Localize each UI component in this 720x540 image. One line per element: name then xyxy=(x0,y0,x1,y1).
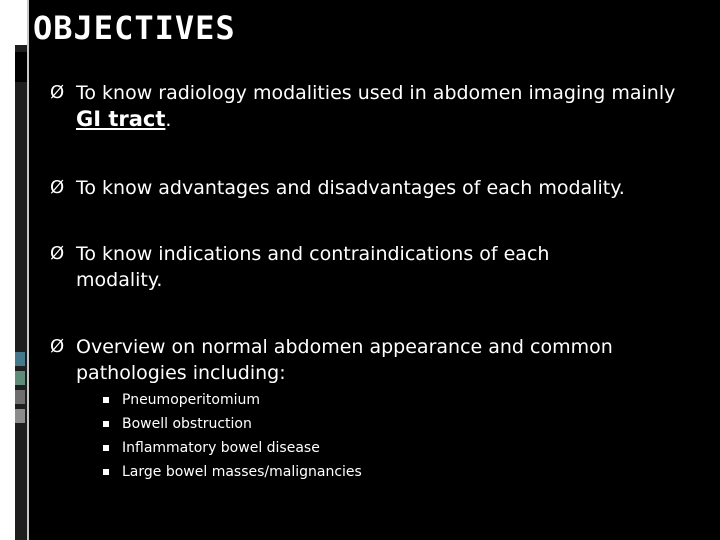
arrow-bullet-icon: Ø xyxy=(50,82,65,103)
sub-bullet-text: Pneumoperitomium xyxy=(122,392,260,408)
accent-bar xyxy=(15,409,25,423)
bullet-item xyxy=(50,80,700,133)
sub-bullet-item xyxy=(50,388,650,412)
sub-bullet-item xyxy=(50,412,650,436)
bullet-text-main: To know radiology modalities used in abdomen imaging mainly xyxy=(76,82,676,104)
accent-bar xyxy=(15,352,25,366)
sub-bullet-item xyxy=(50,436,650,460)
accent-bar xyxy=(15,371,25,385)
bullet-text-suffix: . xyxy=(165,109,172,131)
side-color-bars xyxy=(15,352,25,428)
bullet-text: To know advantages and disadvantages of each modality. xyxy=(76,177,625,199)
bullet-text xyxy=(76,80,700,133)
square-bullet-icon xyxy=(103,469,109,475)
side-decoration xyxy=(0,0,29,540)
sub-bullet-text: Bowell obstruction xyxy=(122,416,252,432)
square-bullet-icon xyxy=(103,397,109,403)
bullet-item xyxy=(50,175,700,201)
bullet-text: Overview on normal abdomen appearance and common pathologies including: xyxy=(76,336,613,384)
side-thin-line xyxy=(27,0,29,540)
sub-bullet-text: Inflammatory bowel disease xyxy=(122,440,320,456)
bullet-item xyxy=(50,334,670,386)
slide-title: OBJECTIVES xyxy=(33,8,242,48)
sub-bullet-item xyxy=(50,460,650,484)
bullet-text: To know indications and contraindications of each modality. xyxy=(76,243,550,291)
bullet-item xyxy=(50,241,610,293)
arrow-bullet-icon: Ø xyxy=(50,243,65,264)
sub-bullet-text: Large bowel masses/malignancies xyxy=(122,464,362,480)
square-bullet-icon xyxy=(103,421,109,427)
square-bullet-icon xyxy=(103,445,109,451)
sub-bullet-list xyxy=(50,388,650,484)
gi-tract-highlight: GI tract xyxy=(76,107,166,131)
arrow-bullet-icon: Ø xyxy=(50,177,65,198)
arrow-bullet-icon: Ø xyxy=(50,336,65,357)
accent-bar xyxy=(15,390,25,404)
